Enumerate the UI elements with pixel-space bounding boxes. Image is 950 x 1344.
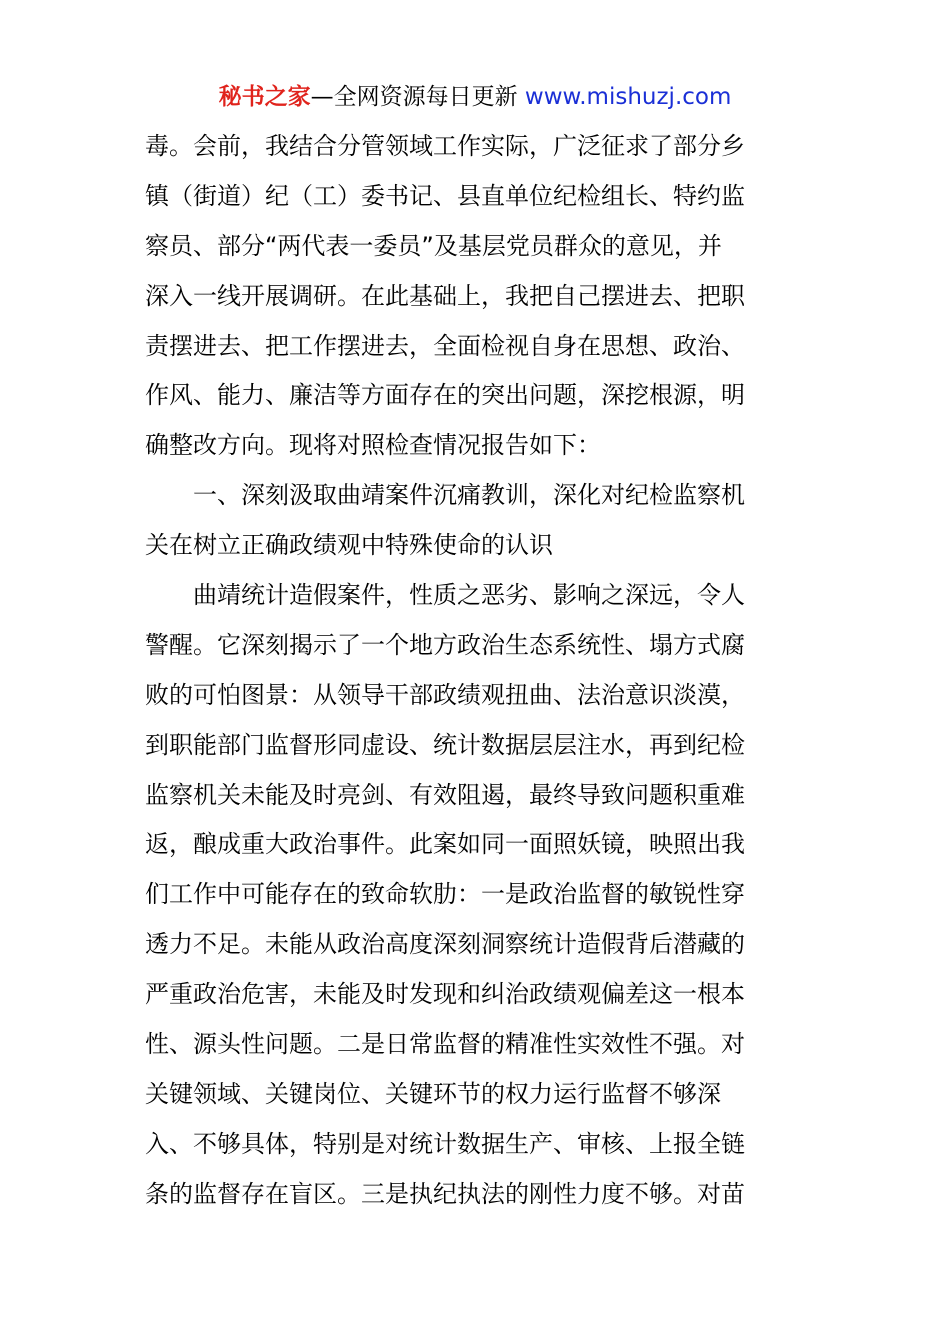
site-brand: 秘书之家 bbox=[218, 84, 311, 110]
section-heading-line: 一、深刻汲取曲靖案件沉痛教训，深化对纪检监察机 bbox=[193, 481, 745, 510]
text-line: 入、不够具体，特别是对统计数据生产、审核、上报全链 bbox=[145, 1129, 745, 1158]
text-line: 们工作中可能存在的致命软肋：一是政治监督的敏锐性穿 bbox=[145, 880, 745, 909]
text-line: 败的可怕图景：从领导干部政绩观扭曲、法治意识淡漠， bbox=[145, 680, 745, 709]
text-line: 性、源头性问题。二是日常监督的精准性实效性不强。对 bbox=[145, 1030, 745, 1059]
text-line: 返，酿成重大政治事件。此案如同一面照妖镜，映照出我 bbox=[145, 830, 745, 859]
site-header bbox=[0, 80, 950, 114]
text-line: 镇（街道）纪（工）委书记、县直单位纪检组长、特约监 bbox=[145, 181, 745, 210]
section-heading-line: 关在树立正确政绩观中特殊使命的认识 bbox=[145, 531, 553, 560]
text-line: 透力不足。未能从政治高度深刻洞察统计造假背后潜藏的 bbox=[145, 930, 745, 959]
text-line: 作风、能力、廉洁等方面存在的突出问题，深挖根源，明 bbox=[145, 381, 745, 410]
text-line: 确整改方向。现将对照检查情况报告如下： bbox=[145, 431, 601, 460]
text-line: 责摆进去、把工作摆进去，全面检视自身在思想、政治、 bbox=[145, 331, 745, 360]
text-line: 条的监督存在盲区。三是执纪执法的刚性力度不够。对苗 bbox=[145, 1179, 745, 1208]
text-line: 察员、部分“两代表一委员”及基层党员群众的意见，并 bbox=[145, 231, 722, 260]
text-line: 曲靖统计造假案件，性质之恶劣、影响之深远，令人 bbox=[193, 581, 745, 610]
text-line: 警醒。它深刻揭示了一个地方政治生态系统性、塌方式腐 bbox=[145, 630, 745, 659]
site-tagline: —全网资源每日更新 bbox=[310, 84, 525, 110]
text-line: 毒。会前，我结合分管领域工作实际，广泛征求了部分乡 bbox=[145, 132, 745, 160]
text-line: 到职能部门监督形同虚设、统计数据层层注水，再到纪检 bbox=[145, 730, 745, 759]
text-line: 监察机关未能及时亮剑、有效阻遏，最终导致问题积重难 bbox=[145, 780, 745, 809]
text-line: 严重政治危害，未能及时发现和纠治政绩观偏差这一根本 bbox=[145, 980, 745, 1009]
document-body bbox=[145, 122, 817, 1220]
site-url-link[interactable]: www.mishuzj.com bbox=[524, 84, 732, 110]
text-line: 深入一线开展调研。在此基础上，我把自己摆进去、把职 bbox=[145, 281, 745, 310]
text-line: 关键领域、关键岗位、关键环节的权力运行监督不够深 bbox=[145, 1079, 721, 1108]
